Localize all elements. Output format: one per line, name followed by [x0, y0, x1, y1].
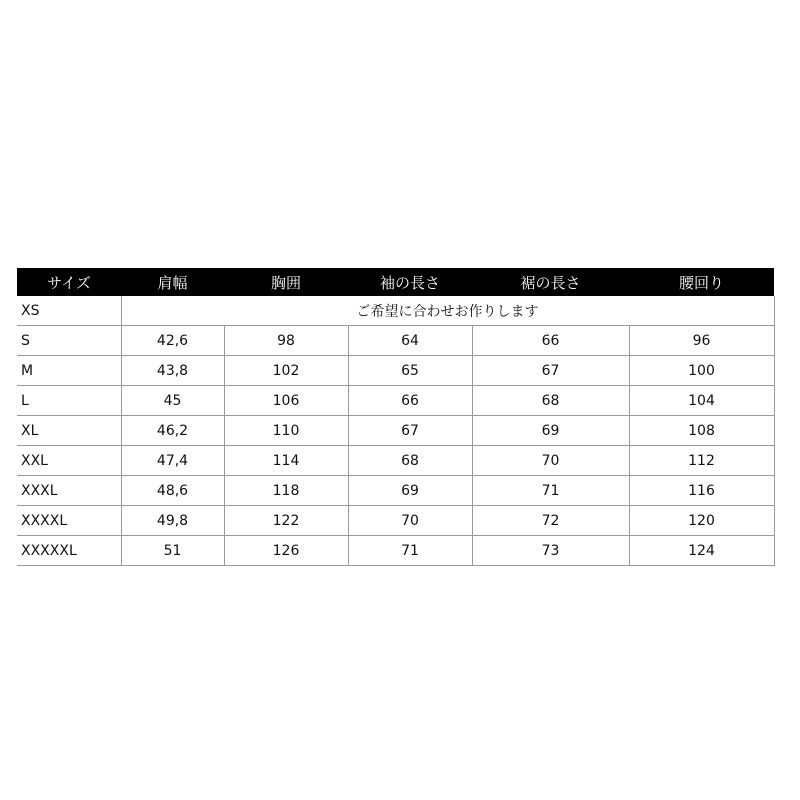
chest-cell: 106	[224, 386, 348, 416]
header-chest: 胸囲	[224, 268, 348, 296]
hem-length-cell: 71	[472, 476, 629, 506]
table-header-row	[17, 268, 774, 296]
hem-length-cell: 72	[472, 506, 629, 536]
hem-length-cell: 66	[472, 326, 629, 356]
waist-cell: 120	[629, 506, 774, 536]
sleeve-length-cell: 69	[348, 476, 472, 506]
chest-cell: 118	[224, 476, 348, 506]
hem-length-cell: 70	[472, 446, 629, 476]
shoulder-width-cell: 42,6	[121, 326, 224, 356]
waist-cell: 96	[629, 326, 774, 356]
hem-length-cell: 68	[472, 386, 629, 416]
chest-cell: 114	[224, 446, 348, 476]
size-cell: M	[17, 356, 121, 386]
table-row	[17, 356, 774, 386]
chest-cell: 122	[224, 506, 348, 536]
sleeve-length-cell: 70	[348, 506, 472, 536]
shoulder-width-cell: 43,8	[121, 356, 224, 386]
size-cell: XXXXL	[17, 506, 121, 536]
sleeve-length-cell: 65	[348, 356, 472, 386]
shoulder-width-cell: 47,4	[121, 446, 224, 476]
size-cell: XXXXXL	[17, 536, 121, 566]
shoulder-width-cell: 49,8	[121, 506, 224, 536]
sleeve-length-cell: 68	[348, 446, 472, 476]
header-hem-length: 裾の長さ	[472, 268, 629, 296]
hem-length-cell: 69	[472, 416, 629, 446]
chest-cell: 126	[224, 536, 348, 566]
hem-length-cell: 67	[472, 356, 629, 386]
table-row-xs	[17, 296, 774, 326]
header-waist: 腰回り	[629, 268, 774, 296]
hem-length-cell: 73	[472, 536, 629, 566]
table-row	[17, 536, 774, 566]
sleeve-length-cell: 64	[348, 326, 472, 356]
header-shoulder-width: 肩幅	[121, 268, 224, 296]
shoulder-width-cell: 51	[121, 536, 224, 566]
table-row	[17, 446, 774, 476]
size-cell: XS	[17, 296, 121, 326]
table-row	[17, 476, 774, 506]
table-row	[17, 326, 774, 356]
waist-cell: 108	[629, 416, 774, 446]
size-cell: XXXL	[17, 476, 121, 506]
shoulder-width-cell: 45	[121, 386, 224, 416]
waist-cell: 116	[629, 476, 774, 506]
custom-order-note: ご希望に合わせお作りします	[121, 296, 774, 326]
header-sleeve-length: 袖の長さ	[348, 268, 472, 296]
size-chart-table	[17, 268, 775, 566]
size-cell: XL	[17, 416, 121, 446]
size-cell: S	[17, 326, 121, 356]
size-cell: L	[17, 386, 121, 416]
chest-cell: 102	[224, 356, 348, 386]
shoulder-width-cell: 48,6	[121, 476, 224, 506]
shoulder-width-cell: 46,2	[121, 416, 224, 446]
waist-cell: 100	[629, 356, 774, 386]
waist-cell: 104	[629, 386, 774, 416]
header-size: サイズ	[17, 268, 121, 296]
chest-cell: 98	[224, 326, 348, 356]
waist-cell: 112	[629, 446, 774, 476]
sleeve-length-cell: 67	[348, 416, 472, 446]
size-cell: XXL	[17, 446, 121, 476]
table-row	[17, 386, 774, 416]
sleeve-length-cell: 66	[348, 386, 472, 416]
table-row	[17, 416, 774, 446]
waist-cell: 124	[629, 536, 774, 566]
sleeve-length-cell: 71	[348, 536, 472, 566]
chest-cell: 110	[224, 416, 348, 446]
table-row	[17, 506, 774, 536]
